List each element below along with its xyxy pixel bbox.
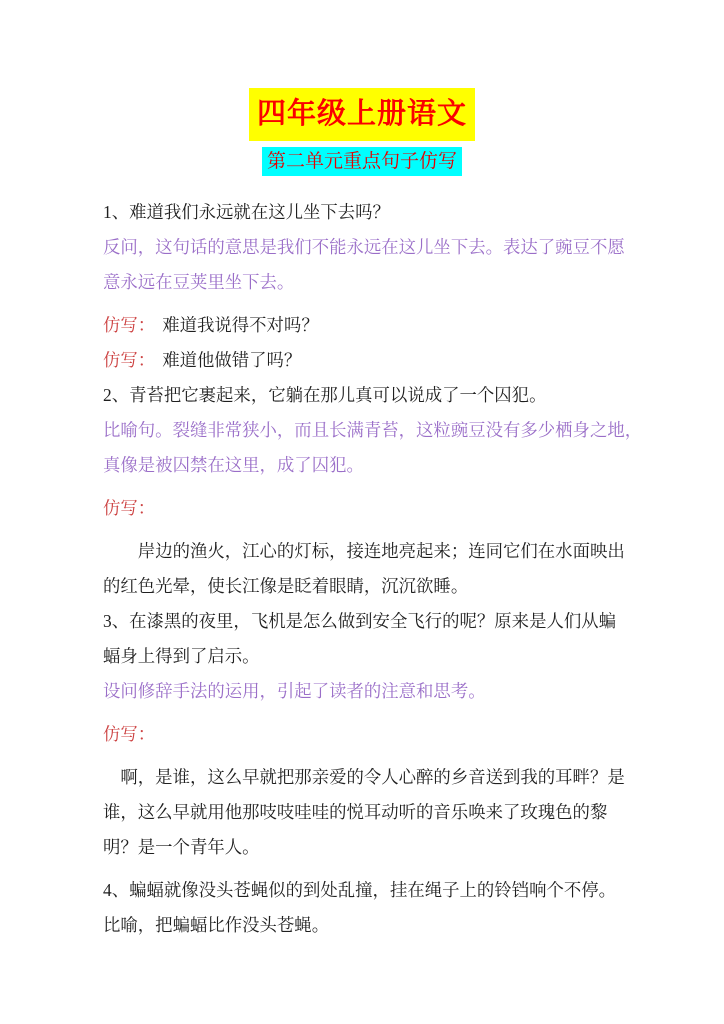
paragraph-line — [103, 604, 625, 639]
analysis-text: 反问，这句话的意思是我们不能永远在这儿坐下去。表达了豌豆不愿 — [103, 237, 625, 257]
paragraph — [103, 413, 643, 483]
body-text: 难道我说得不对吗？ — [162, 315, 319, 335]
paragraph — [103, 604, 625, 674]
body-text: 明？是一个青年人。 — [103, 837, 260, 857]
paragraph-line — [103, 795, 625, 830]
paragraph-line — [103, 534, 625, 569]
body-text: 蝠身上得到了启示。 — [103, 646, 260, 666]
paragraph — [103, 534, 625, 604]
analysis-text: 真像是被囚禁在这里，成了囚犯。 — [103, 455, 364, 475]
paragraph — [103, 230, 625, 300]
paragraph-line — [103, 569, 625, 604]
paragraph-line — [103, 308, 625, 343]
body-text: 比喻，把蝙蝠比作没头苍蝇。 — [103, 915, 330, 935]
paragraph — [103, 674, 625, 709]
imitation-label: 仿写： — [103, 498, 156, 518]
body-text: 岸边的渔火，江心的灯标，接连地亮起来；连同它们在水面映出 — [137, 541, 625, 561]
paragraph-line — [103, 717, 625, 752]
paragraph-line — [103, 639, 625, 674]
body-text: 3、在漆黑的夜里，飞机是怎么做到安全飞行的呢？原来是人们从蝙 — [103, 611, 617, 631]
paragraph-line — [103, 830, 625, 865]
document-body — [103, 195, 643, 943]
paragraph — [103, 760, 625, 865]
page-title: 四年级上册语文 — [249, 88, 475, 141]
paragraph-line — [103, 195, 625, 230]
paragraph-line — [103, 265, 625, 300]
paragraph-line — [103, 343, 625, 378]
paragraph-line — [103, 491, 625, 526]
body-text: 的红色光晕，使长江像是眨着眼睛，沉沉欲睡。 — [103, 576, 469, 596]
paragraph — [103, 717, 625, 752]
paragraph — [103, 343, 625, 378]
analysis-text: 比喻句。裂缝非常狭小，而且长满青苔，这粒豌豆没有多少栖身之地， — [103, 420, 643, 440]
body-text: 2、青苔把它裹起来，它躺在那儿真可以说成了一个囚犯。 — [103, 385, 547, 405]
body-text: 难道他做错了吗？ — [162, 350, 302, 370]
document-subheader — [0, 147, 724, 176]
imitation-label: 仿写： — [103, 724, 156, 744]
analysis-text: 意永远在豆荚里坐下去。 — [103, 272, 295, 292]
paragraph-line — [103, 760, 625, 795]
paragraph-line — [103, 378, 625, 413]
paragraph-line — [103, 674, 625, 709]
document-header — [0, 0, 724, 141]
paragraph-line — [103, 230, 625, 265]
body-text: 1、难道我们永远就在这儿坐下去吗？ — [103, 202, 390, 222]
page-subtitle: 第二单元重点句子仿写 — [262, 147, 462, 176]
imitation-label: 仿写： — [103, 315, 156, 335]
paragraph — [103, 378, 625, 413]
analysis-text: 设问修辞手法的运用，引起了读者的注意和思考。 — [103, 681, 486, 701]
paragraph — [103, 195, 625, 230]
paragraph — [103, 491, 625, 526]
paragraph-line — [103, 448, 625, 483]
paragraph — [103, 908, 625, 943]
paragraph-line — [103, 873, 625, 908]
body-text: 4、蝙蝠就像没头苍蝇似的到处乱撞，挂在绳子上的铃铛响个不停。 — [103, 880, 617, 900]
imitation-label: 仿写： — [103, 350, 156, 370]
body-text: 谁，这么早就用他那吱吱哇哇的悦耳动听的音乐唤来了玫瑰色的黎 — [103, 802, 608, 822]
paragraph-line — [103, 908, 625, 943]
paragraph — [103, 308, 625, 343]
paragraph-line — [103, 413, 643, 448]
paragraph — [103, 873, 625, 908]
body-text: 啊，是谁，这么早就把那亲爱的令人心醉的乡音送到我的耳畔？是 — [120, 767, 625, 787]
